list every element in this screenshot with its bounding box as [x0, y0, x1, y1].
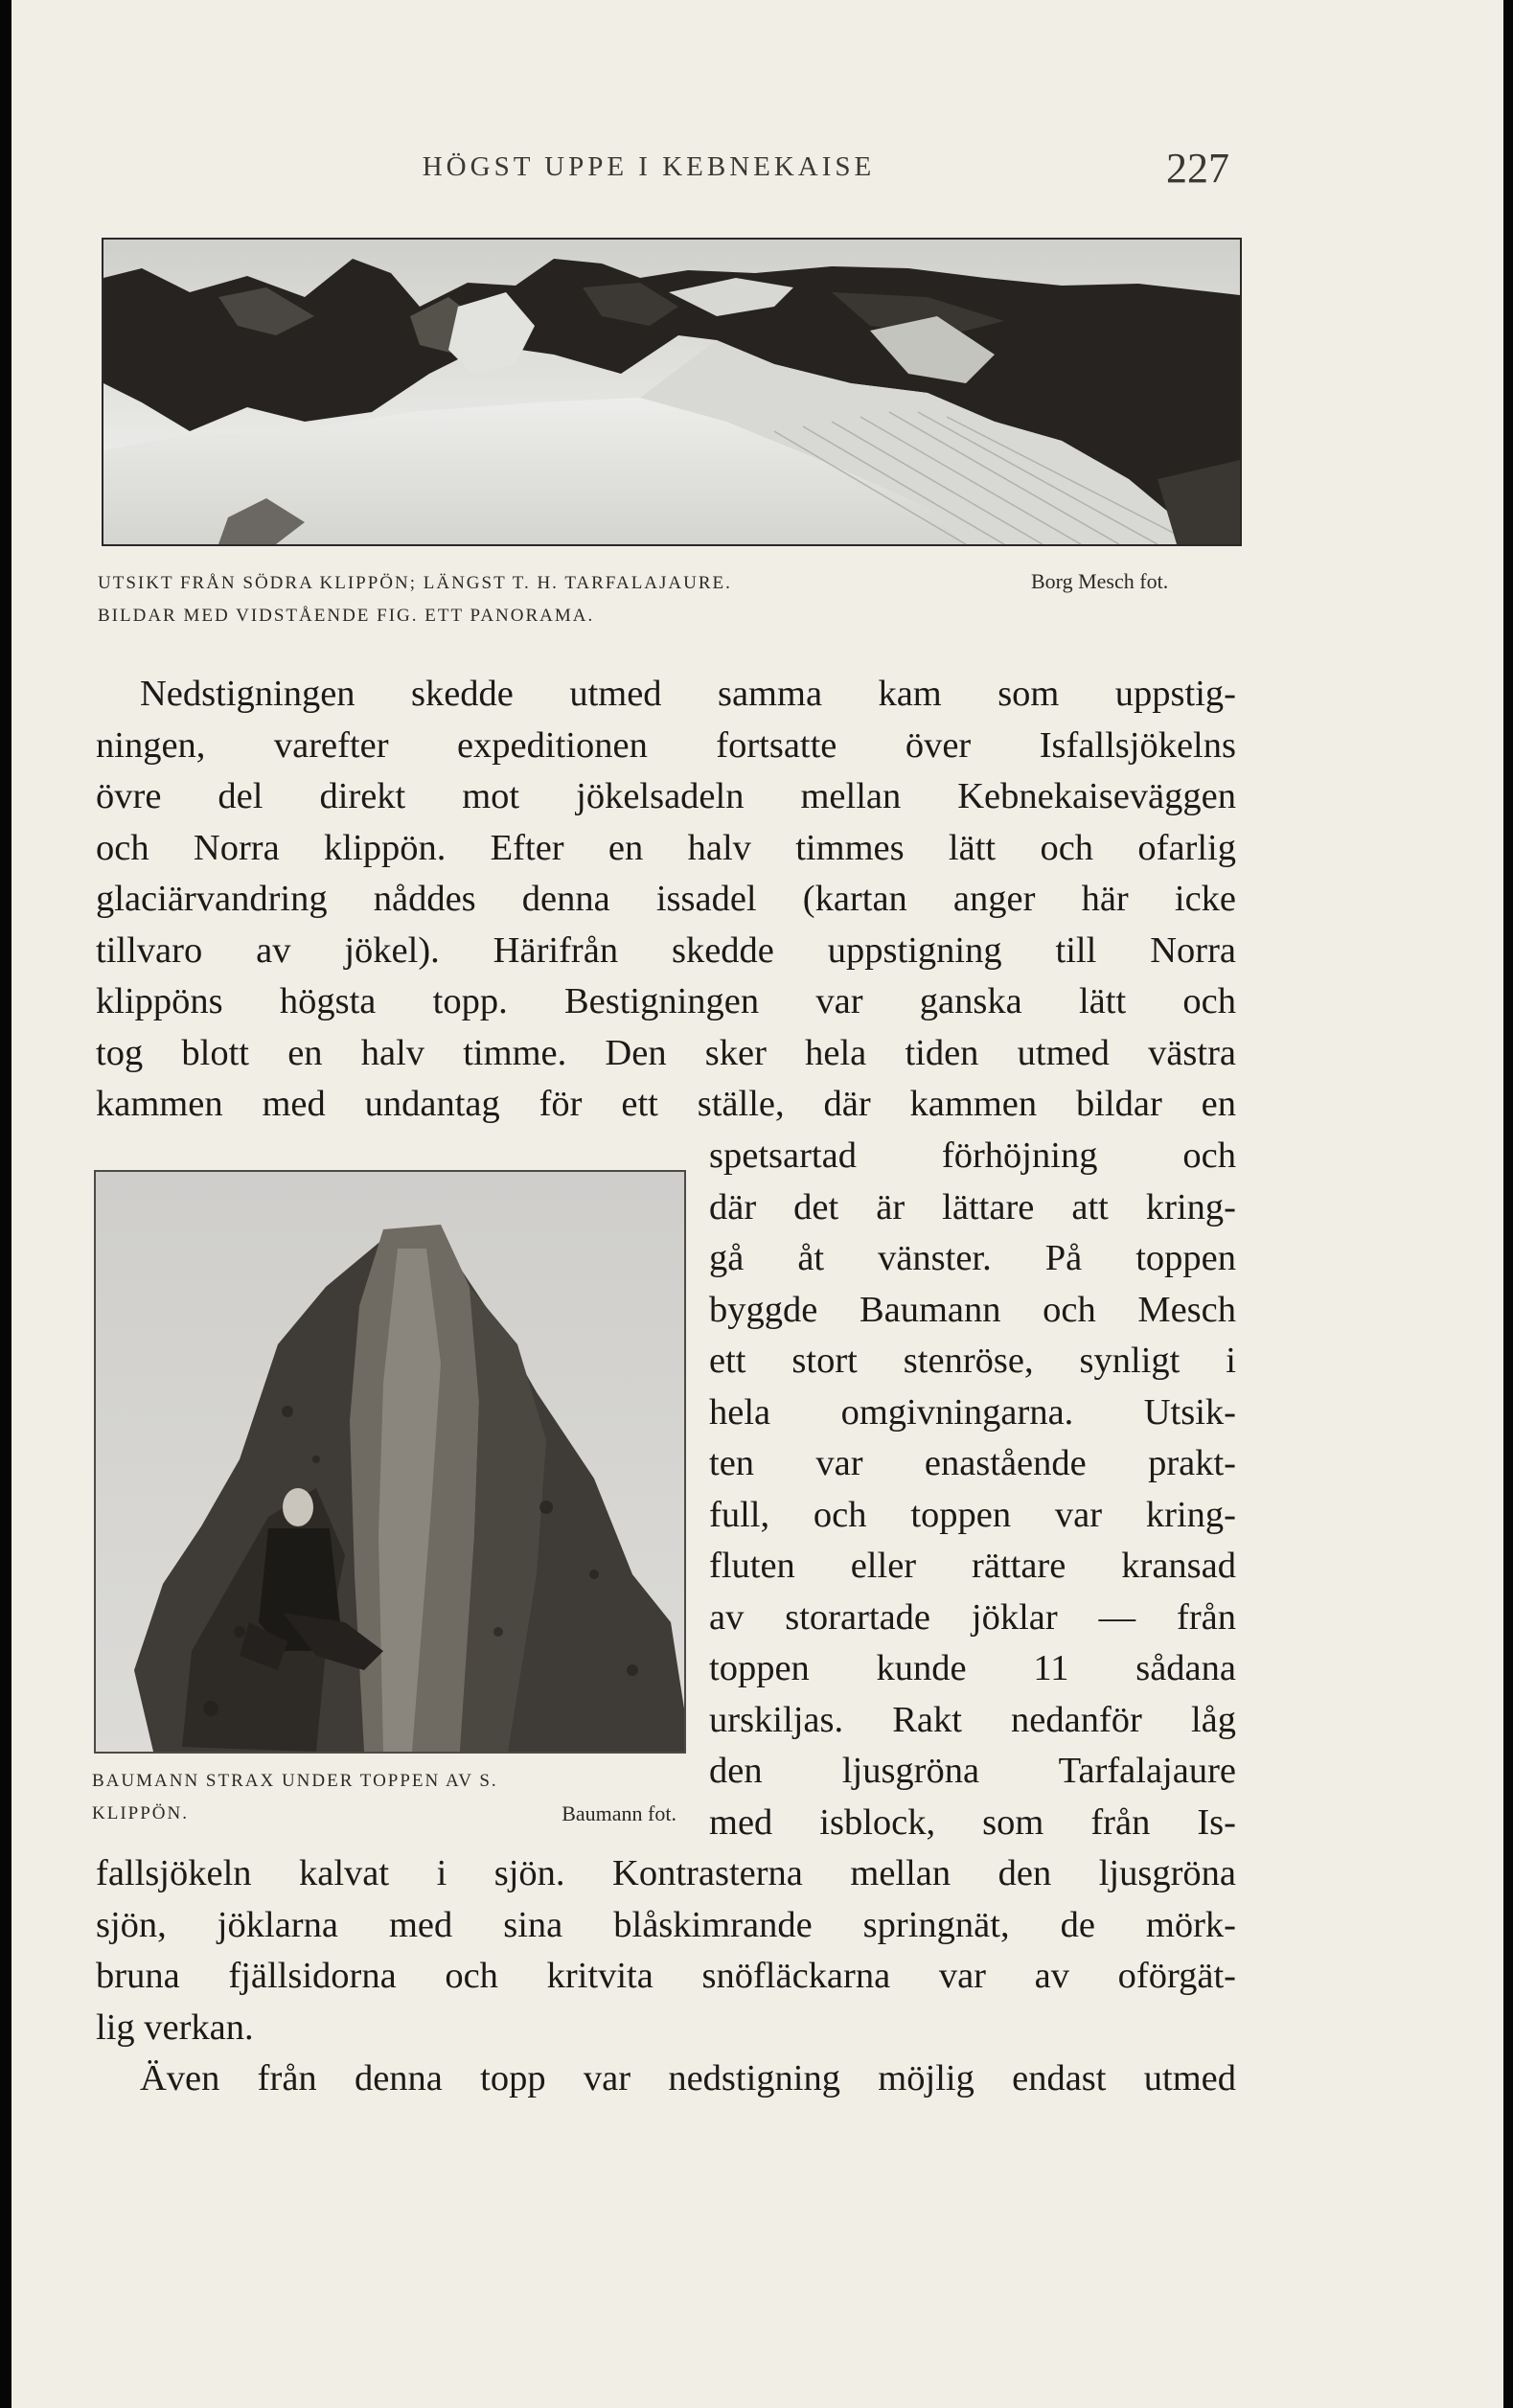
- summit-photo: [94, 1170, 686, 1754]
- text-line: med isblock, som från Is-: [709, 1801, 1236, 1843]
- summit-caption-line-2-row: [92, 1798, 676, 1830]
- summit-credit: Baumann fot.: [562, 1801, 676, 1825]
- summit-caption: [92, 1765, 686, 1830]
- text-line: kammen med undantag för ett ställe, där kammen bildar en: [96, 1084, 1236, 1124]
- paragraph-1-narrow-column: [709, 1131, 1236, 1848]
- text-line: bruna fjällsidorna och kritvita snöfläckarna var av oförgät-: [96, 1956, 1236, 1996]
- paragraph-1-full-width: [96, 669, 1236, 1131]
- text-line: ten var enastående prakt-: [709, 1443, 1236, 1483]
- text-line: glaciärvandring nåddes denna issadel (kartan anger här icke: [96, 879, 1236, 919]
- paragraph-2-first-line: Även från denna topp var nedstigning möjlig endast utmed: [140, 2058, 1236, 2098]
- text-line: fallsjökeln kalvat i sjön. Kontrasterna mellan den ljusgröna: [96, 1853, 1236, 1893]
- text-line: sjön, jöklarna med sina blåskimrande springnät, de mörk-: [96, 1904, 1236, 1945]
- book-page: [11, 0, 1503, 2408]
- panorama-caption-line-2: BILDAR MED VIDSTÅENDE FIG. ETT PANORAMA.: [98, 606, 595, 626]
- text-line: urskiljas. Rakt nedanför låg: [709, 1699, 1236, 1740]
- text-line: av storartade jöklar — från: [709, 1596, 1236, 1638]
- text-line: klippöns högsta topp. Bestigningen var ganska lätt och: [96, 981, 1236, 1021]
- text-line: och Norra klippön. Efter en halv timmes lätt och ofarlig: [96, 827, 1236, 868]
- panorama-image: [103, 240, 1240, 544]
- text-line: hela omgivningarna. Utsik-: [709, 1391, 1236, 1433]
- text-line: byggde Baumann och Mesch: [709, 1289, 1236, 1330]
- text-line: den ljusgröna Tarfalajaure: [709, 1751, 1236, 1791]
- paragraph-1-continuation: [96, 1848, 1236, 2105]
- panorama-credit: Borg Mesch fot.: [1031, 569, 1169, 593]
- text-line: fluten eller rättare kransad: [709, 1546, 1236, 1586]
- text-line: Nedstigningen skedde utmed samma kam som uppstig-: [140, 674, 1236, 714]
- summit-caption-line-1: BAUMANN STRAX UNDER TOPPEN AV S.: [92, 1771, 498, 1791]
- text-line: spetsartad förhöjning och: [709, 1135, 1236, 1176]
- text-line: gå åt vänster. På toppen: [709, 1238, 1236, 1278]
- panorama-caption: [98, 567, 1008, 632]
- text-line: ningen, varefter expeditionen fortsatte över Isfallsjökelns: [96, 724, 1236, 766]
- text-line: full, och toppen var kring-: [709, 1494, 1236, 1535]
- summit-caption-line-2: KLIPPÖN.: [92, 1803, 189, 1823]
- text-line: där det är lättare att kring-: [709, 1186, 1236, 1227]
- panorama-caption-line-1: UTSIKT FRÅN SÖDRA KLIPPÖN; LÄNGST T. H. TARFALAJAURE.: [98, 573, 732, 593]
- panorama-photo: [102, 238, 1242, 546]
- page-header: [11, 145, 1503, 199]
- text-line: övre del direkt mot jökelsadeln mellan Kebnekaiseväggen: [96, 776, 1236, 816]
- panorama-credit-wrap: [1031, 565, 1251, 600]
- running-title: HÖGST UPPE I KEBNEKAISE: [422, 151, 876, 182]
- text-line: tillvaro av jökel). Härifrån skedde uppstigning till Norra: [96, 929, 1236, 971]
- page-number: 227: [1166, 145, 1229, 192]
- summit-image: [96, 1172, 684, 1752]
- text-line: tog blott en halv timme. Den sker hela tiden utmed västra: [96, 1032, 1236, 1073]
- text-line: ett stort stenröse, synligt i: [709, 1341, 1236, 1381]
- text-line: toppen kunde 11 sådana: [709, 1648, 1236, 1688]
- text-line: lig verkan.: [96, 2007, 254, 2048]
